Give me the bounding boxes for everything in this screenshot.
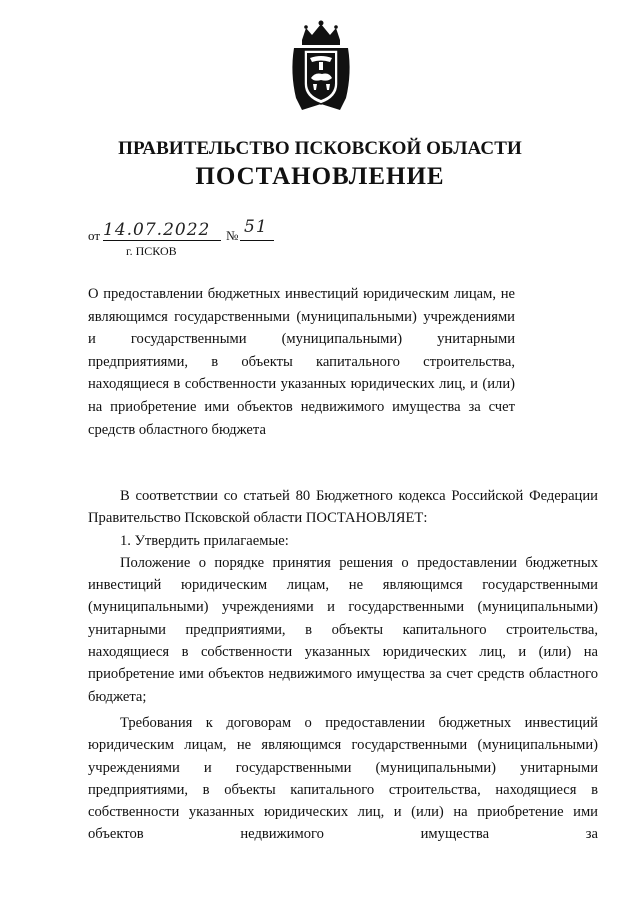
item-1-requirements-paragraph: Требования к договорам о предоставлении бюджетных инвестиций юридическим лицам, не являющимся государственными (муниципальными) учреждениями и государственными (муниципальными) унитарными предприятиями, в объекты капитального строительства, находящиеся в собственности указанных юридических лиц, и (или) на приобретение ими объектов недвижимого имущества за xyxy=(88,714,598,843)
government-name: ПРАВИТЕЛЬСТВО ПСКОВСКОЙ ОБЛАСТИ xyxy=(118,138,522,159)
document-subject: О предоставлении бюджетных инвестиций юридическим лицам, не являющимся государственными (муниципальными) учреждениями и государственными (муниципальными) унитарными предприятиями, в объекты капитального строительства, находящиеся в собственности указанных юридических лиц, и (или) на приобретение ими объектов недвижимого имущества за счет средств областного бюджета xyxy=(88,286,515,438)
number-prefix: № xyxy=(226,228,239,243)
handwritten-date: 14.07.2022 xyxy=(103,220,211,240)
date-prefix: от xyxy=(88,228,101,243)
city-label: г. ПСКОВ xyxy=(126,244,177,258)
item-1-regulation-paragraph: Положение о порядке принятия решения о предоставлении бюджетных инвестиций юридическим лицам, не являющимся государственными (муниципальными) учреждениями и государственными (муниципальными) унитарными предприятиями, в объекты капитального строительства, находящиеся в собственности указанных юридических лиц, и (или) на приобретение ими объектов недвижимого имущества за счет средств областного бюджета; xyxy=(88,554,598,705)
date-underline xyxy=(103,240,221,241)
handwritten-number: 51 xyxy=(244,217,268,237)
preamble-paragraph: В соответствии со статьей 80 Бюджетного кодекса Российской Федерации Правительство Псковской области ПОСТАНОВЛЯЕТ: xyxy=(88,488,598,527)
pskov-coat-of-arms-icon xyxy=(288,18,354,114)
document-body xyxy=(88,485,598,846)
item-1-paragraph: 1. Утвердить прилагаемые: xyxy=(120,532,289,549)
number-underline xyxy=(240,240,274,241)
document-type-title: ПОСТАНОВЛЕНИЕ xyxy=(195,163,445,190)
